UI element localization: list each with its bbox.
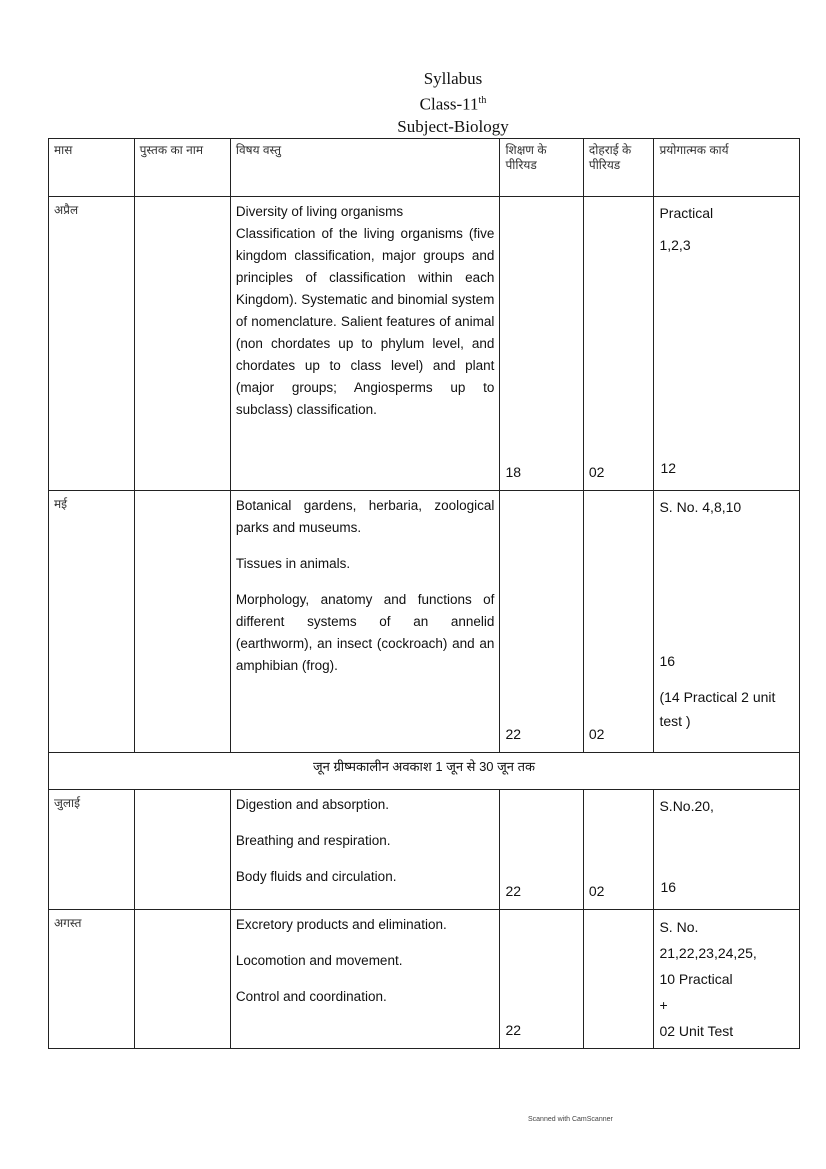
content-cell bbox=[230, 910, 500, 1049]
content-line: Digestion and absorption. bbox=[235, 797, 389, 812]
revision-periods: 02 bbox=[583, 790, 654, 910]
practical-line: S. No. bbox=[659, 919, 699, 935]
content-line: Control and coordination. bbox=[235, 989, 387, 1004]
table-row bbox=[49, 910, 800, 1049]
scanner-watermark: Scanned with CamScanner bbox=[528, 1116, 613, 1123]
practical-line: 02 Unit Test bbox=[659, 1023, 734, 1039]
teaching-periods: 22 bbox=[500, 790, 583, 910]
content-line: Botanical gardens, herbaria, zoological parks and museums. bbox=[235, 498, 495, 535]
practical-line: 10 Practical bbox=[659, 971, 733, 987]
book-cell bbox=[134, 197, 230, 491]
practical-line: S. No. 4,8,10 bbox=[659, 499, 742, 515]
month-cell: जुलाई bbox=[49, 790, 135, 910]
content-line: Morphology, anatomy and functions of different systems of an annelid (earthworm), an insect (cockroach) and an amphibian (frog). bbox=[235, 592, 495, 673]
table-row bbox=[49, 790, 800, 910]
document-header bbox=[0, 68, 826, 138]
practical-line: 12 bbox=[660, 460, 677, 476]
col-teaching-periods: शिक्षण के पीरियड bbox=[500, 139, 583, 197]
practical-line: 16 bbox=[660, 879, 677, 895]
table-header-row bbox=[49, 139, 800, 197]
practical-line: 16 bbox=[659, 653, 676, 669]
practical-line: 1,2,3 bbox=[659, 237, 691, 253]
table-row bbox=[49, 491, 800, 753]
practical-line: Practical bbox=[659, 205, 714, 221]
content-cell bbox=[230, 491, 500, 753]
content-line: Locomotion and movement. bbox=[235, 953, 403, 968]
month-cell: अगस्त bbox=[49, 910, 135, 1049]
col-practical: प्रयोगात्मक कार्य bbox=[654, 139, 800, 197]
practical-line: (14 Practical 2 unit test ) bbox=[659, 689, 776, 729]
revision-periods: 02 bbox=[583, 491, 654, 753]
content-cell bbox=[230, 197, 500, 491]
book-cell bbox=[134, 910, 230, 1049]
practical-cell bbox=[654, 491, 800, 753]
month-cell: मई bbox=[49, 491, 135, 753]
header-title: Syllabus bbox=[423, 69, 483, 88]
practical-cell bbox=[654, 910, 800, 1049]
revision-periods: 02 bbox=[583, 197, 654, 491]
practical-line: 21,22,23,24,25, bbox=[659, 945, 757, 961]
month-cell: अप्रैल bbox=[49, 197, 135, 491]
book-cell bbox=[134, 491, 230, 753]
col-revision-periods: दोहराई के पीरियड bbox=[583, 139, 654, 197]
holiday-row bbox=[49, 753, 800, 790]
teaching-periods: 22 bbox=[500, 491, 583, 753]
content-line: Classification of the living organisms (five kingdom classification, major groups and principles of classification within each Kingdom). Systematic and binomial system of nomenclature. Salient features of animal (non chordates up to phylum level, and chordates up to class level) and plant (major groups; Angiosperms up to subclass) classification. bbox=[235, 226, 495, 417]
header-class: Class-11th bbox=[419, 94, 487, 114]
col-content: विषय वस्तु bbox=[230, 139, 500, 197]
col-month: मास bbox=[49, 139, 135, 197]
header-subject: Subject-Biology bbox=[397, 116, 509, 136]
content-line: Breathing and respiration. bbox=[235, 833, 391, 848]
content-line: Diversity of living organisms bbox=[235, 204, 404, 219]
teaching-periods: 18 bbox=[500, 197, 583, 491]
practical-line: + bbox=[659, 997, 668, 1013]
content-line: Tissues in animals. bbox=[235, 556, 351, 571]
col-book: पुस्तक का नाम bbox=[134, 139, 230, 197]
book-cell bbox=[134, 790, 230, 910]
practical-cell bbox=[654, 197, 800, 491]
content-line: Body fluids and circulation. bbox=[235, 869, 397, 884]
teaching-periods: 22 bbox=[500, 910, 583, 1049]
content-cell bbox=[230, 790, 500, 910]
syllabus-table bbox=[48, 138, 800, 1049]
revision-periods bbox=[583, 910, 654, 1049]
practical-line: S.No.20, bbox=[659, 798, 714, 814]
content-line: Excretory products and elimination. bbox=[235, 917, 447, 932]
holiday-text: जून ग्रीष्मकालीन अवकाश 1 जून से 30 जून तक bbox=[49, 753, 800, 790]
practical-cell bbox=[654, 790, 800, 910]
table-row bbox=[49, 197, 800, 491]
